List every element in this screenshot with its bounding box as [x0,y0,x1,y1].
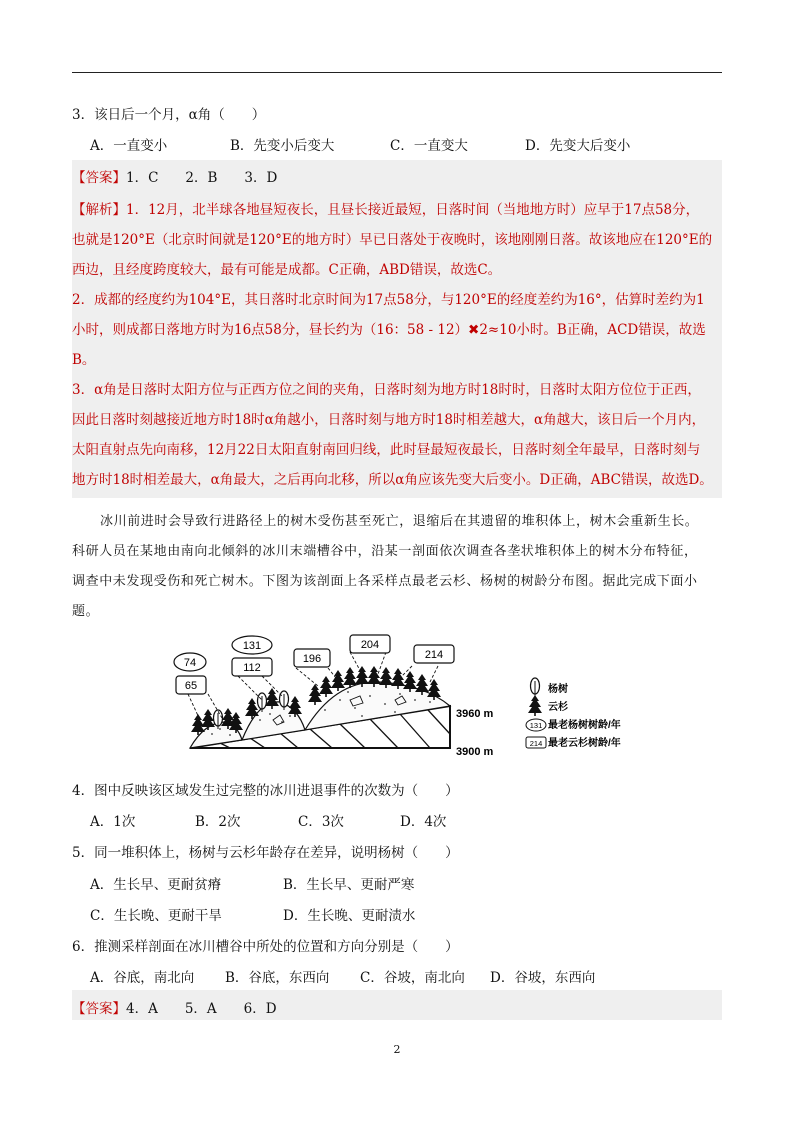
q5-stem: 5．同一堆积体上，杨树与云杉年龄存在差异，说明杨树（ ） [72,845,459,861]
answer-box-2 [72,990,722,1020]
analysis-line-2: 也就是120°E（北京时间就是120°E的地方时）早已日落处于夜晚时，该地刚刚日落。故该地应在120°E的 [72,232,713,248]
legend-poplar: 杨树 [548,684,568,695]
analysis-line-4: 2．成都的经度约为104°E，其日落时北京时间为17点58分，与120°E的经度差约为16°，估算时差约为1 [72,292,705,308]
analysis-line-6: B。 [72,352,96,368]
passage-line-4: 题。 [72,604,100,619]
q3-option-a: A．一直变小 [90,138,168,154]
q5-option-a: A．生长早、更耐贫瘠 [90,877,222,893]
figure-legend [526,678,621,749]
q4-stem: 4．图中反映该区域发生过完整的冰川进退事件的次数为（ ） [72,783,459,799]
q4-option-d: D．4次 [400,814,447,830]
legend-spruce-age: 最老云杉树龄/年 [548,738,621,749]
analysis-line-5: 小时，则成都日落地方时为16点58分，昼长约为（16：58 - 12）✖2≈10小时。B正确，ACD错误，故选 [72,322,706,338]
analysis-box [72,190,722,498]
answer-label-2: 【答案】 [72,1001,126,1017]
passage-line-1: 冰川前进时会导致行进路径上的树木受伤甚至死亡，退缩后在其遗留的堆积体上，树木会重新生长。 [100,514,699,529]
answer-label: 【答案】 [72,170,126,186]
q5-option-b: B．生长早、更耐严寒 [283,877,415,893]
label-214: 214 [424,649,444,661]
label-204: 204 [360,639,380,651]
legend-poplar-age-sample: 131 [529,721,543,730]
q3-option-b: B．先变小后变大 [230,138,335,154]
q5-option-d: D．生长晚、更耐渍水 [283,908,416,924]
glacier-profile-figure [150,630,650,765]
legend-spruce-icon [528,695,542,716]
q4-option-c: C．3次 [298,814,344,830]
legend-poplar-age: 最老杨树树龄/年 [548,720,621,731]
analysis-label: 【解析】 [72,202,126,218]
answer-text-2: 4．A 5．A 6．D [126,1001,277,1017]
analysis-line-8: 因此日落时刻越接近地方时18时α角越小，日落时刻与地方时18时相差越大，α角越大，该日后一个月内， [72,412,706,428]
q6-option-b: B．谷底，东西向 [225,970,330,986]
passage-line-2: 科研人员在某地由南向北倾斜的冰川末端槽谷中，沿某一剖面依次调查各垄状堆积体上的树木分布特征， [72,544,698,559]
label-131: 131 [242,640,262,652]
page-number: 2 [393,1043,401,1056]
analysis-line-7: 3．α角是日落时太阳方位与正西方位之间的夹角，日落时刻为地方时18时时，日落时太阳方位位于正西， [72,382,701,398]
q5-option-c: C．生长晚、更耐干旱 [90,908,222,924]
analysis-line-9: 太阳直射点先向南移，12月22日太阳直射南回归线，此时昼最短夜最长，日落时刻全年最早，日落时刻与 [72,442,701,458]
q6-option-c: C．谷坡，南北向 [360,970,465,986]
q6-stem: 6．推测采样剖面在冰川槽谷中所处的位置和方向分别是（ ） [72,939,459,955]
passage-line-3: 调查中未发现受伤和死亡树木。下图为该剖面上各采样点最老云杉、杨树的树龄分布图。据此完成下面小 [72,574,698,589]
header-rule [72,72,722,73]
label-112: 112 [243,662,261,674]
q3-option-d: D．先变大后变小 [525,138,631,154]
analysis-line-1: 1．12月，北半球各地昼短夜长，且昼长接近最短，日落时间（当地地方时）应早于17点58分， [126,202,700,218]
elevation-3960: 3960 m [456,708,494,720]
q4-option-a: A．1次 [90,814,136,830]
q3-option-c: C．一直变大 [390,138,468,154]
elevation-3900: 3900 m [456,746,494,758]
analysis-line-10: 地方时18时相差最大，α角最大，之后再向北移，所以α角应该先变大后变小。D正确，ABC错误，故选D。 [72,472,713,488]
legend-spruce: 云杉 [548,702,568,713]
answer-box-1 [72,160,722,190]
analysis-line-3: 西边，且经度跨度较大，最有可能是成都。C正确，ABD错误，故选C。 [72,262,502,278]
legend-poplar-icon [531,678,540,697]
q6-option-d: D．谷坡，东西向 [490,970,596,986]
q4-option-b: B．2次 [195,814,241,830]
q3-stem: 3．该日后一个月，α角（ ） [72,107,266,123]
answer-text: 1．C 2．B 3．D [126,170,278,186]
label-196: 196 [302,653,322,665]
q6-option-a: A．谷底，南北向 [90,970,195,986]
label-74: 74 [183,657,197,669]
legend-spruce-age-sample: 214 [529,739,543,748]
label-65: 65 [184,680,198,692]
